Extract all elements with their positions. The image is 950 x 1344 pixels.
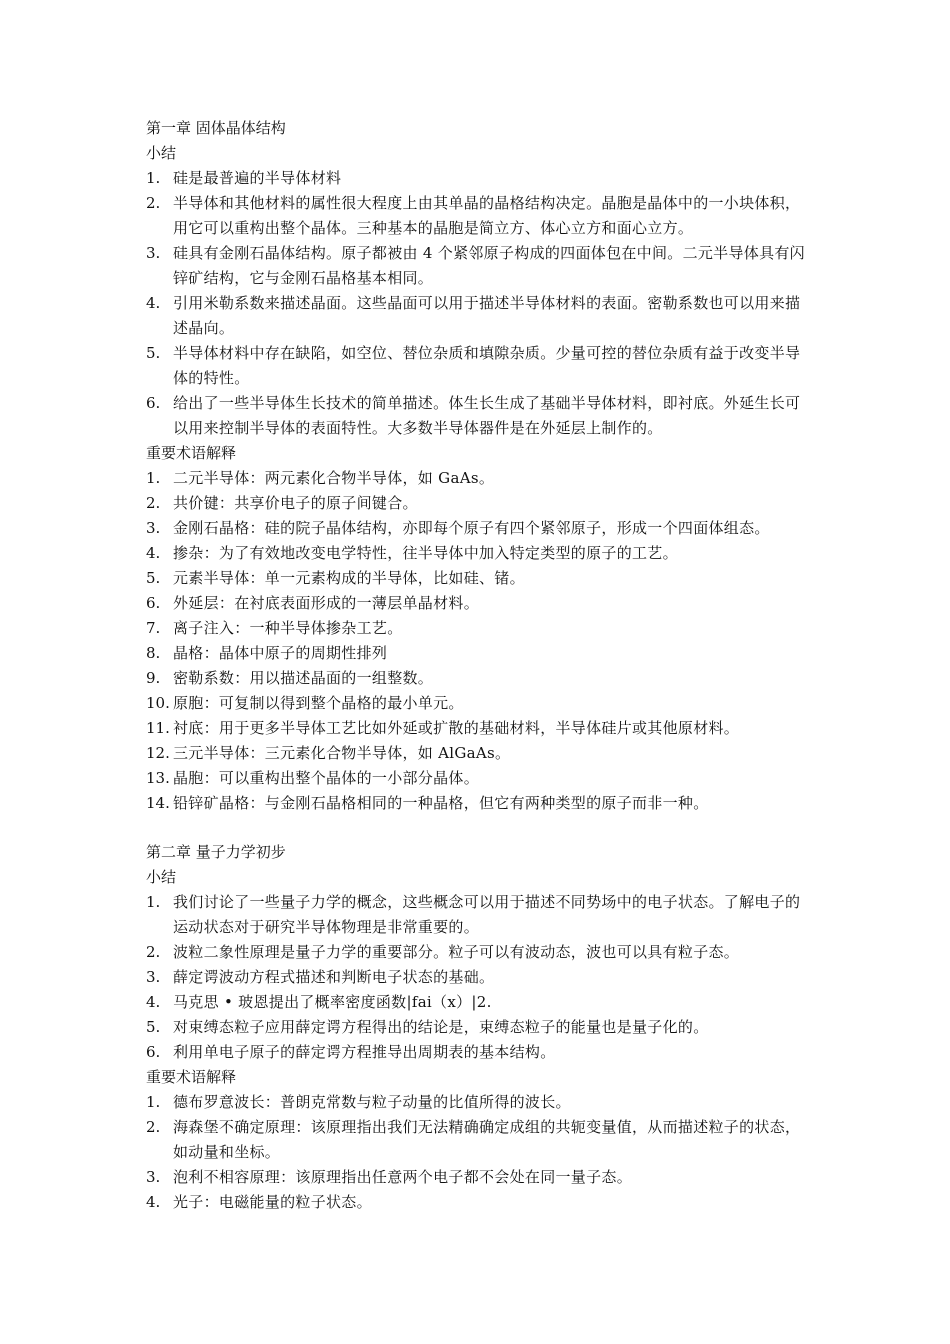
item-text: 泡利不相容原理：该原理指出任意两个电子都不会处在同一量子态。	[173, 1168, 633, 1186]
list-item	[146, 616, 814, 641]
list-item	[146, 1190, 814, 1215]
item-text: 我们讨论了一些量子力学的概念，这些概念可以用于描述不同势场中的电子状态。了解电子的运动状态对于研究半导体物理是非常重要的。	[173, 893, 801, 936]
item-number: 2.	[146, 943, 161, 961]
item-number: 5.	[146, 569, 161, 587]
item-number: 8.	[146, 644, 161, 662]
list-item	[146, 466, 814, 491]
item-number: 11.	[146, 719, 170, 737]
item-number: 4.	[146, 993, 161, 1011]
list-item	[146, 341, 814, 391]
item-number: 1.	[146, 1093, 161, 1111]
item-number: 12.	[146, 744, 170, 762]
item-text: 半导体材料中存在缺陷，如空位、替位杂质和填隙杂质。少量可控的替位杂质有益于改变半导体的特性。	[173, 344, 801, 387]
item-text: 硅具有金刚石晶体结构。原子都被由 4 个紧邻原子构成的四面体包在中间。二元半导体具有闪锌矿结构，它与金刚石晶格基本相同。	[173, 244, 805, 287]
item-text: 波粒二象性原理是量子力学的重要部分。粒子可以有波动态，波也可以具有粒子态。	[173, 943, 740, 961]
list-item	[146, 1015, 814, 1040]
document-page	[146, 116, 814, 1215]
list-item	[146, 791, 814, 816]
item-number: 13.	[146, 769, 170, 787]
item-text: 晶格：晶体中原子的周期性排列	[173, 644, 388, 662]
item-number: 4.	[146, 544, 161, 562]
item-number: 10.	[146, 694, 170, 712]
item-text: 马克思 • 玻恩提出了概率密度函数|fai（x）|2.	[173, 993, 492, 1011]
list-item	[146, 766, 814, 791]
list-item	[146, 940, 814, 965]
list-item	[146, 166, 814, 191]
item-text: 半导体和其他材料的属性很大程度上由其单晶的晶格结构决定。晶胞是晶体中的一小块体积，用它可以重构出整个晶体。三种基本的晶胞是简立方、体心立方和面心立方。	[173, 194, 801, 237]
list-item	[146, 990, 814, 1015]
item-text: 海森堡不确定原理：该原理指出我们无法精确确定成组的共轭变量值，从而描述粒子的状态，如动量和坐标。	[173, 1118, 801, 1161]
item-text: 原胞：可复制以得到整个晶格的最小单元。	[173, 694, 464, 712]
item-text: 二元半导体：两元素化合物半导体，如 GaAs。	[173, 469, 495, 487]
item-text: 引用米勒系数来描述晶面。这些晶面可以用于描述半导体材料的表面。密勒系数也可以用来描述晶向。	[173, 294, 801, 337]
item-text: 光子：电磁能量的粒子状态。	[173, 1193, 372, 1211]
list-item	[146, 291, 814, 341]
list-item	[146, 541, 814, 566]
list-item	[146, 965, 814, 990]
item-number: 3.	[146, 1168, 161, 1186]
item-number: 6.	[146, 394, 161, 412]
chapter-1-summary-label: 小结	[146, 144, 177, 162]
list-item	[146, 716, 814, 741]
item-number: 6.	[146, 594, 161, 612]
chapter-1-summary-list	[146, 166, 814, 441]
chapter-1-title: 第一章 固体晶体结构	[146, 119, 286, 137]
item-number: 1.	[146, 169, 161, 187]
chapter-1-terms-label: 重要术语解释	[146, 444, 237, 462]
list-item	[146, 666, 814, 691]
list-item	[146, 1040, 814, 1065]
list-item	[146, 890, 814, 940]
chapter-2-summary-label: 小结	[146, 868, 177, 886]
item-text: 共价键：共享价电子的原子间键合。	[173, 494, 418, 512]
list-item	[146, 741, 814, 766]
list-item	[146, 191, 814, 241]
list-item	[146, 1090, 814, 1115]
chapter-2-terms-label: 重要术语解释	[146, 1068, 237, 1086]
section-spacer	[146, 816, 814, 840]
chapter-2-title: 第二章 量子力学初步	[146, 843, 286, 861]
item-number: 6.	[146, 1043, 161, 1061]
chapter-1-terms-list	[146, 466, 814, 816]
list-item	[146, 391, 814, 441]
item-text: 利用单电子原子的薛定谔方程推导出周期表的基本结构。	[173, 1043, 556, 1061]
list-item	[146, 591, 814, 616]
item-text: 掺杂：为了有效地改变电学特性，往半导体中加入特定类型的原子的工艺。	[173, 544, 678, 562]
item-number: 2.	[146, 494, 161, 512]
item-number: 4.	[146, 294, 161, 312]
item-text: 元素半导体：单一元素构成的半导体，比如硅、锗。	[173, 569, 525, 587]
item-number: 2.	[146, 1118, 161, 1136]
item-number: 4.	[146, 1193, 161, 1211]
item-text: 薛定谔波动方程式描述和判断电子状态的基础。	[173, 968, 495, 986]
item-text: 给出了一些半导体生长技术的简单描述。体生长生成了基础半导体材料，即衬底。外延生长可以用来控制半导体的表面特性。大多数半导体器件是在外延层上制作的。	[173, 394, 801, 437]
item-number: 5.	[146, 344, 161, 362]
item-text: 晶胞：可以重构出整个晶体的一小部分晶体。	[173, 769, 480, 787]
list-item	[146, 491, 814, 516]
item-number: 1.	[146, 469, 161, 487]
list-item	[146, 566, 814, 591]
item-text: 金刚石晶格：硅的院子晶体结构，亦即每个原子有四个紧邻原子，形成一个四面体组态。	[173, 519, 770, 537]
list-item	[146, 241, 814, 291]
list-item	[146, 641, 814, 666]
item-number: 9.	[146, 669, 161, 687]
item-text: 对束缚态粒子应用薛定谔方程得出的结论是，束缚态粒子的能量也是量子化的。	[173, 1018, 709, 1036]
item-number: 1.	[146, 893, 161, 911]
item-text: 德布罗意波长：普朗克常数与粒子动量的比值所得的波长。	[173, 1093, 571, 1111]
list-item	[146, 1165, 814, 1190]
list-item	[146, 691, 814, 716]
item-text: 衬底：用于更多半导体工艺比如外延或扩散的基础材料，半导体硅片或其他原材料。	[173, 719, 740, 737]
item-text: 密勒系数：用以描述晶面的一组整数。	[173, 669, 434, 687]
list-item	[146, 516, 814, 541]
item-number: 14.	[146, 794, 170, 812]
item-text: 三元半导体：三元素化合物半导体，如 AlGaAs。	[173, 744, 511, 762]
item-text: 外延层：在衬底表面形成的一薄层单晶材料。	[173, 594, 480, 612]
item-number: 5.	[146, 1018, 161, 1036]
chapter-2-summary-list	[146, 890, 814, 1065]
item-text: 铅锌矿晶格：与金刚石晶格相同的一种晶格，但它有两种类型的原子而非一种。	[173, 794, 709, 812]
item-number: 7.	[146, 619, 161, 637]
chapter-2-terms-list	[146, 1090, 814, 1215]
item-number: 3.	[146, 519, 161, 537]
list-item	[146, 1115, 814, 1165]
item-number: 3.	[146, 968, 161, 986]
item-number: 3.	[146, 244, 161, 262]
item-text: 离子注入：一种半导体掺杂工艺。	[173, 619, 403, 637]
item-text: 硅是最普遍的半导体材料	[173, 169, 342, 187]
item-number: 2.	[146, 194, 161, 212]
